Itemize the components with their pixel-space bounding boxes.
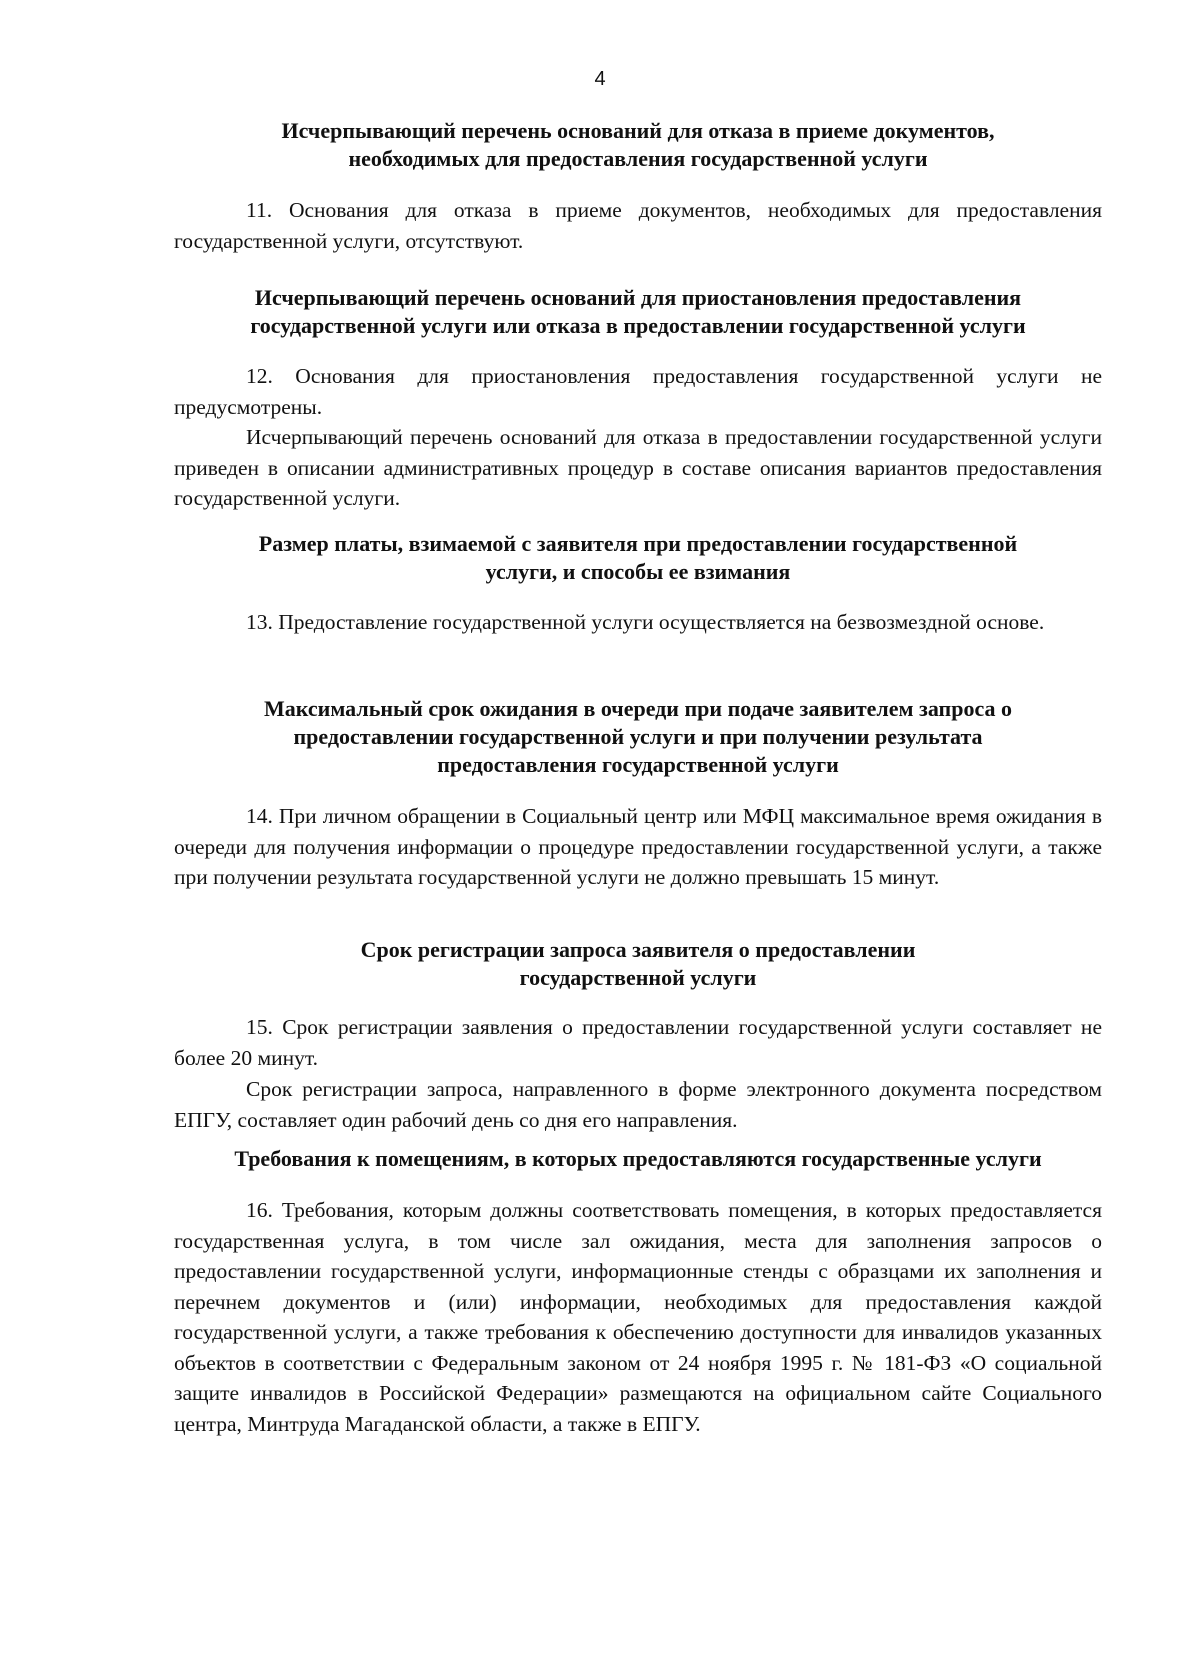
heading-line: услуги, и способы ее взимания: [485, 559, 791, 584]
heading-line: государственной услуги или отказа в предоставлении государственной услуги: [250, 313, 1026, 338]
heading-line: Максимальный срок ожидания в очереди при подаче заявителем запроса о: [263, 696, 1012, 721]
paragraph: 11. Основания для отказа в приеме документов, необходимых для предоставления государственной услуги, отсутствуют.: [174, 198, 1102, 253]
heading-line: Исчерпывающий перечень оснований для отказа в приеме документов,: [281, 118, 995, 143]
heading-line: государственной услуги: [519, 965, 757, 990]
paragraph: 13. Предоставление государственной услуги осуществляется на безвозмездной основе.: [246, 610, 1045, 634]
paragraph: Исчерпывающий перечень оснований для отказа в предоставлении государственной услуги приведен в описании административных процедур в составе описания вариантов предоставления государственной услуги.: [174, 425, 1102, 510]
section-heading: [174, 284, 1102, 340]
paragraph: 14. При личном обращении в Социальный центр или МФЦ максимальное время ожидания в очереди для получения информации о процедуре предоставлении государственной услуги, а также при получении результата государственной услуги не должно превышать 15 минут.: [174, 804, 1102, 889]
paragraph: Срок регистрации запроса, направленного в форме электронного документа посредством ЕПГУ, составляет один рабочий день со дня его направления.: [174, 1077, 1102, 1132]
heading-line: предоставлении государственной услуги и при получении результата: [293, 724, 983, 749]
section-heading: [174, 117, 1102, 173]
section-heading: [174, 530, 1102, 586]
page-number: 4: [594, 68, 606, 90]
heading-line: Размер платы, взимаемой с заявителя при предоставлении государственной: [258, 531, 1018, 556]
heading-line: необходимых для предоставления государственной услуги: [348, 146, 928, 171]
paragraph: 15. Срок регистрации заявления о предоставлении государственной услуги составляет не более 20 минут.: [174, 1015, 1102, 1070]
section-heading: [174, 1145, 1102, 1173]
heading-line: Требования к помещениям, в которых предоставляются государственные услуги: [234, 1146, 1042, 1171]
paragraph: 16. Требования, которым должны соответствовать помещения, в которых предоставляется государственная услуга, в том числе зал ожидания, места для заполнения запросов о предоставлении государственной услуги, информационные стенды с образцами их заполнения и перечнем документов и (или) информации, необходимых для предоставления каждой государственной услуги, а также требования к обеспечению доступности для инвалидов указанных объектов в соответствии с Федеральным законом от 24 ноября 1995 г. № 181-ФЗ «О социальной защите инвалидов в Российской Федерации» размещаются на официальном сайте Социального центра, Минтруда Магаданской области, а также в ЕПГУ.: [174, 1198, 1102, 1436]
section-heading: [174, 695, 1102, 779]
paragraph: 12. Основания для приостановления предоставления государственной услуги не предусмотрены.: [174, 364, 1102, 419]
heading-line: Исчерпывающий перечень оснований для приостановления предоставления: [254, 285, 1022, 310]
heading-line: Срок регистрации запроса заявителя о предоставлении: [360, 937, 916, 962]
heading-line: предоставления государственной услуги: [437, 752, 839, 777]
section-heading: [174, 936, 1102, 992]
